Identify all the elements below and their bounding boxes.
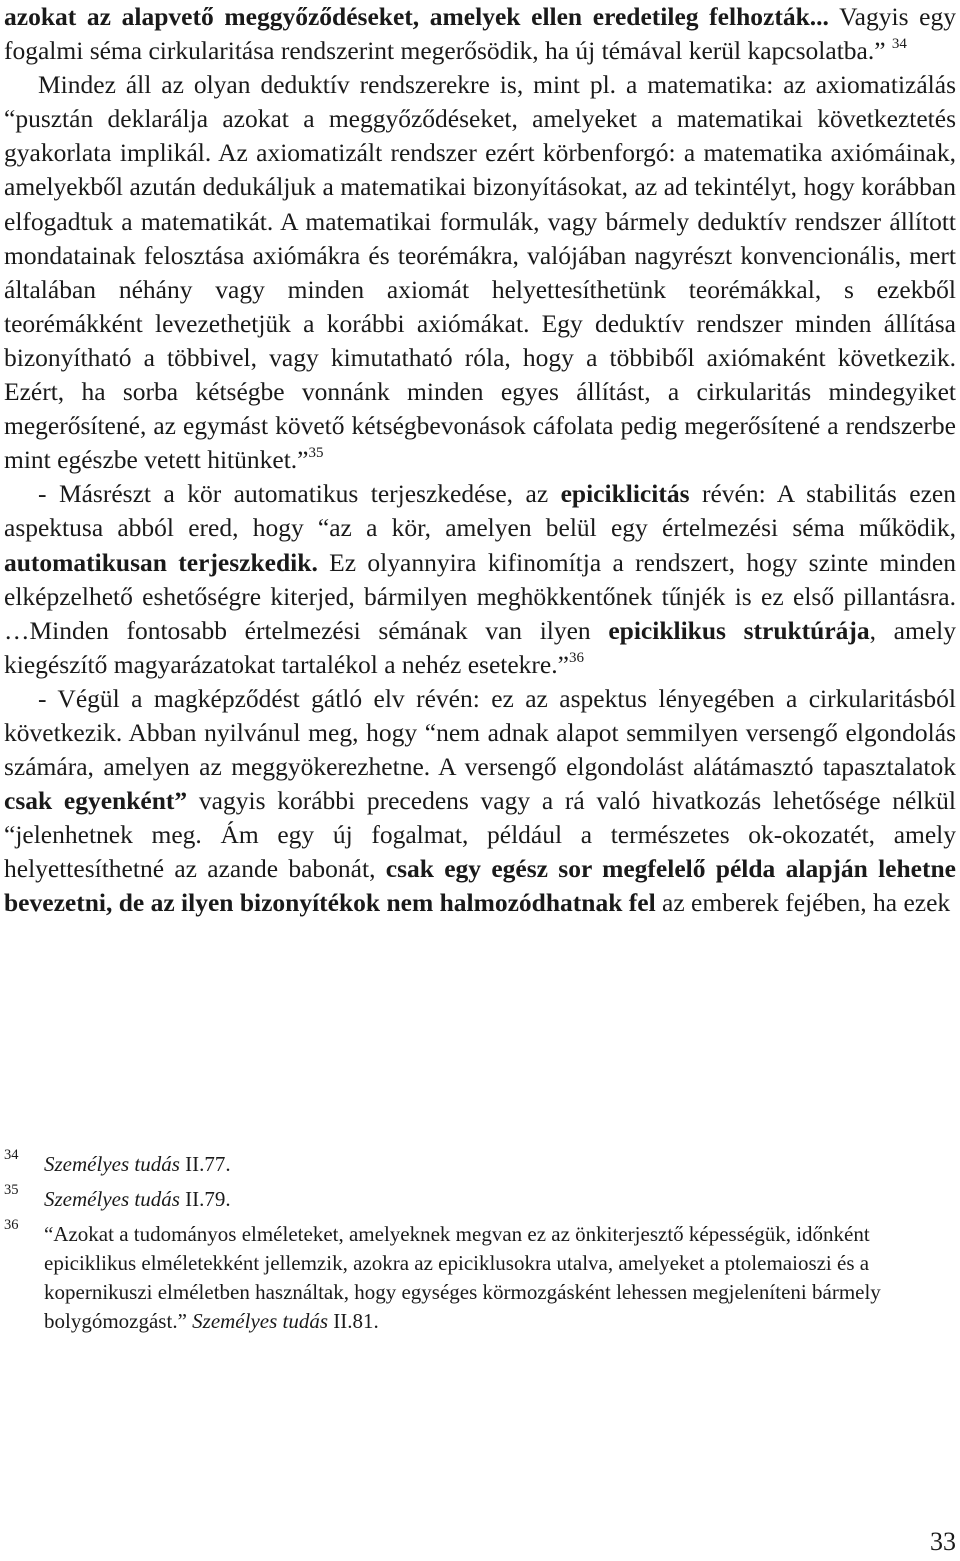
paragraph-2 [4, 68, 956, 477]
paragraph-text: , amely kiegészítő magyarázatokat tartalékol a nehéz esetekre.” [4, 615, 956, 679]
footnote-ref-text: II.81. [328, 1309, 379, 1333]
footnote-ref: 35 [308, 445, 324, 462]
footnote-ref: 34 [891, 36, 907, 53]
footnote-ref-text: II.79. [179, 1187, 231, 1211]
paragraph-text: - Másrészt a kör automatikus terjeszkedése, az [38, 479, 561, 509]
footnote-35 [4, 1182, 956, 1214]
bold-phrase: automatikusan terjeszkedik. [4, 547, 318, 577]
bold-phrase: csak egyenként” [4, 786, 188, 816]
paragraph-text: az emberek fejében, ha ezek [655, 888, 951, 918]
paragraph-text: Ez olyannyira kifinomítja a rendszert, hogy szinte minden elképzelhető eshetőségre kiterjed, bármilyen meghökkentőnek tűnjék is ez első pillantásra. …Minden fontosabb értelmezési sémának van ilyen [4, 547, 956, 645]
paragraph-3 [4, 477, 956, 682]
bold-phrase: csak egy egész sor megfelelő példa alapján lehetne bevezetni, de az ilyen bizonyítékok nem halmozódhatnak fel [4, 854, 956, 918]
footnote-number: 36 [4, 1217, 19, 1233]
footnotes [4, 1147, 956, 1342]
footnote-number: 35 [4, 1182, 19, 1198]
footnote-quote: “Azokat a tudományos elméleteket, amelyeknek megvan ez az önkiterjesztő képességük, időnként epiciklikus elméletekként jellemzik, azokra az epiciklusokra utalva, amelyeket a ptolemaioszi és a kopernikuszi elméletben használtak, hogy egységes körmozgásként lehessen megjeleníteni bármely bolygómozgást.” [44, 1222, 881, 1333]
paragraph-text: vagyis korábbi precedens vagy a rá való hivatkozás lehetősége nélkül “jelenhetnek meg. Ám egy új fogalmat, például a természetes ok-okozatét, amely helyettesíthetné az azande babonát, [4, 786, 956, 884]
footnote-36 [4, 1217, 956, 1336]
body-text [4, 0, 956, 921]
paragraph-1 [4, 0, 956, 68]
paragraph-text: Mindez áll az olyan deduktív rendszerekre is, mint pl. a matematika: az axiomatizálás “pusztán deklarálja azokat a meggyőződéseket, amelyeket a matematikai következtetés gyakorlata implikál. Az axiomatizált rendszer ezért körbenforgó: a matematika axiómáinak, amelyekből azután dedukáljuk a matematikai bizonyításokat, az ad tekintélyt, hogy korábban elfogadtuk a matematikát. A matematikai formulák, vagy bármely deduktív rendszer állított mondatainak felosztása axiómákra és teorémákra, valójában nagyrészt konvencionális, mert általában néhány vagy minden axiomát helyettesíthetünk teorémákkal, s ezekből teorémákként levezethetjük a korábbi axiómákat. Egy deduktív rendszer minden állítása bizonyítható a többivel, vagy kimutatható róla, hogy a többiből axiómaként következik. Ezért, ha sorba kétségbe vonnánk minden egyes állítást, a cirkularitás mindegyiket megerősítené, az egymást követő kétségbevonások cáfolata pedig megerősítené a rendszerbe mint egészbe vetett hitünket.” [4, 70, 956, 475]
footnote-ref-text: II.77. [179, 1152, 231, 1176]
footnote-title: Személyes tudás [186, 1309, 329, 1333]
bold-phrase: epiciklikus struktúrája [608, 615, 870, 645]
bold-phrase: azokat az alapvető meggyőződéseket, amelyek ellen eredetileg felhozták... [4, 2, 829, 31]
paragraph-text: révén: A stabilitás ezen aspektusa abból ered, hogy “az a kör, amelyen belül egy értelmezési séma működik, [4, 479, 956, 543]
paragraph-text: - Végül a magképződést gátló elv révén: ez az aspektus lényegében a cirkularitásból következik. Abban nyilvánul meg, hogy “nem adnak alapot semmilyen versengő elgondolás számára, amelyen az meggyökerezhetne. A versengő elgondolást alátámasztó tapasztalatok [4, 683, 956, 782]
paragraph-text: Vagyis egy fogalmi séma cirkularitása rendszerint megerősödik, ha új témával kerül kapcsolatba.” [4, 2, 956, 66]
page-number: 33 [930, 1527, 956, 1556]
bold-phrase: epiciklicitás [560, 479, 690, 509]
footnote-number: 34 [4, 1147, 19, 1163]
footnote-title: Személyes tudás [44, 1152, 180, 1176]
footnote-34 [4, 1147, 956, 1179]
footnote-title: Személyes tudás [44, 1187, 180, 1211]
paragraph-4 [4, 682, 956, 921]
footnote-ref: 36 [568, 649, 584, 666]
